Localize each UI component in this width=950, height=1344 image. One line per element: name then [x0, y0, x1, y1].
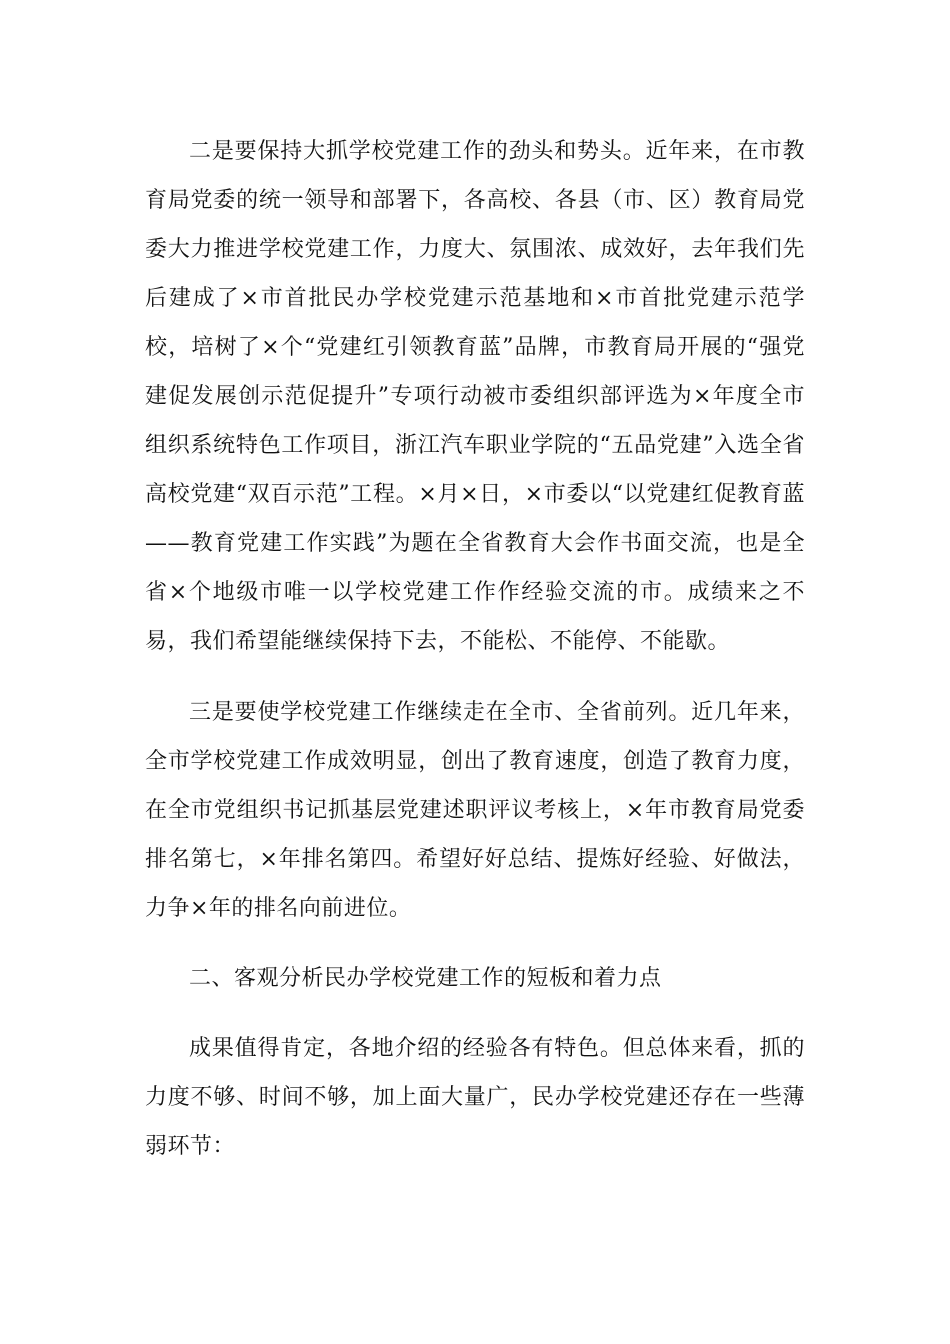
section-heading: 二、客观分析民办学校党建工作的短板和着力点 — [189, 966, 662, 991]
document-body — [145, 127, 805, 1171]
paragraph-keep-momentum: 二是要保持大抓学校党建工作的劲头和势头。近年来，在市教育局党委的统一领导和部署下，各高校、各县（市、区）教育局党委大力推进学校党建工作，力度大、氛围浓、成效好，去年我们先后建成了×市首批民办学校党建示范基地和×市首批党建示范学校，培树了×个“党建红引领教育蓝”品牌，市教育局开展的“强党建促发展创示范促提升”专项行动被市委组织部评选为×年度全市组织系统特色工作项目，浙江汽车职业学院的“五品党建”入选全省高校党建“双百示范”工程。×月×日，×市委以“以党建红促教育蓝——教育党建工作实践”为题在全省教育大会作书面交流，也是全省×个地级市唯一以学校党建工作作经验交流的市。成绩来之不易，我们希望能继续保持下去，不能松、不能停、不能歇。 — [145, 139, 805, 654]
paragraph-weak-points: 成果值得肯定，各地介绍的经验各有特色。但总体来看，抓的力度不够、时间不够，加上面大量广，民办学校党建还存在一些薄弱环节： — [145, 1036, 805, 1159]
paragraph-stay-leading: 三是要使学校党建工作继续走在全市、全省前列。近几年来，全市学校党建工作成效明显，创出了教育速度，创造了教育力度，在全市党组织书记抓基层党建述职评议考核上，×年市教育局党委排名第七，×年排名第四。希望好好总结、提炼好经验、好做法，力争×年的排名向前进位。 — [145, 700, 805, 921]
